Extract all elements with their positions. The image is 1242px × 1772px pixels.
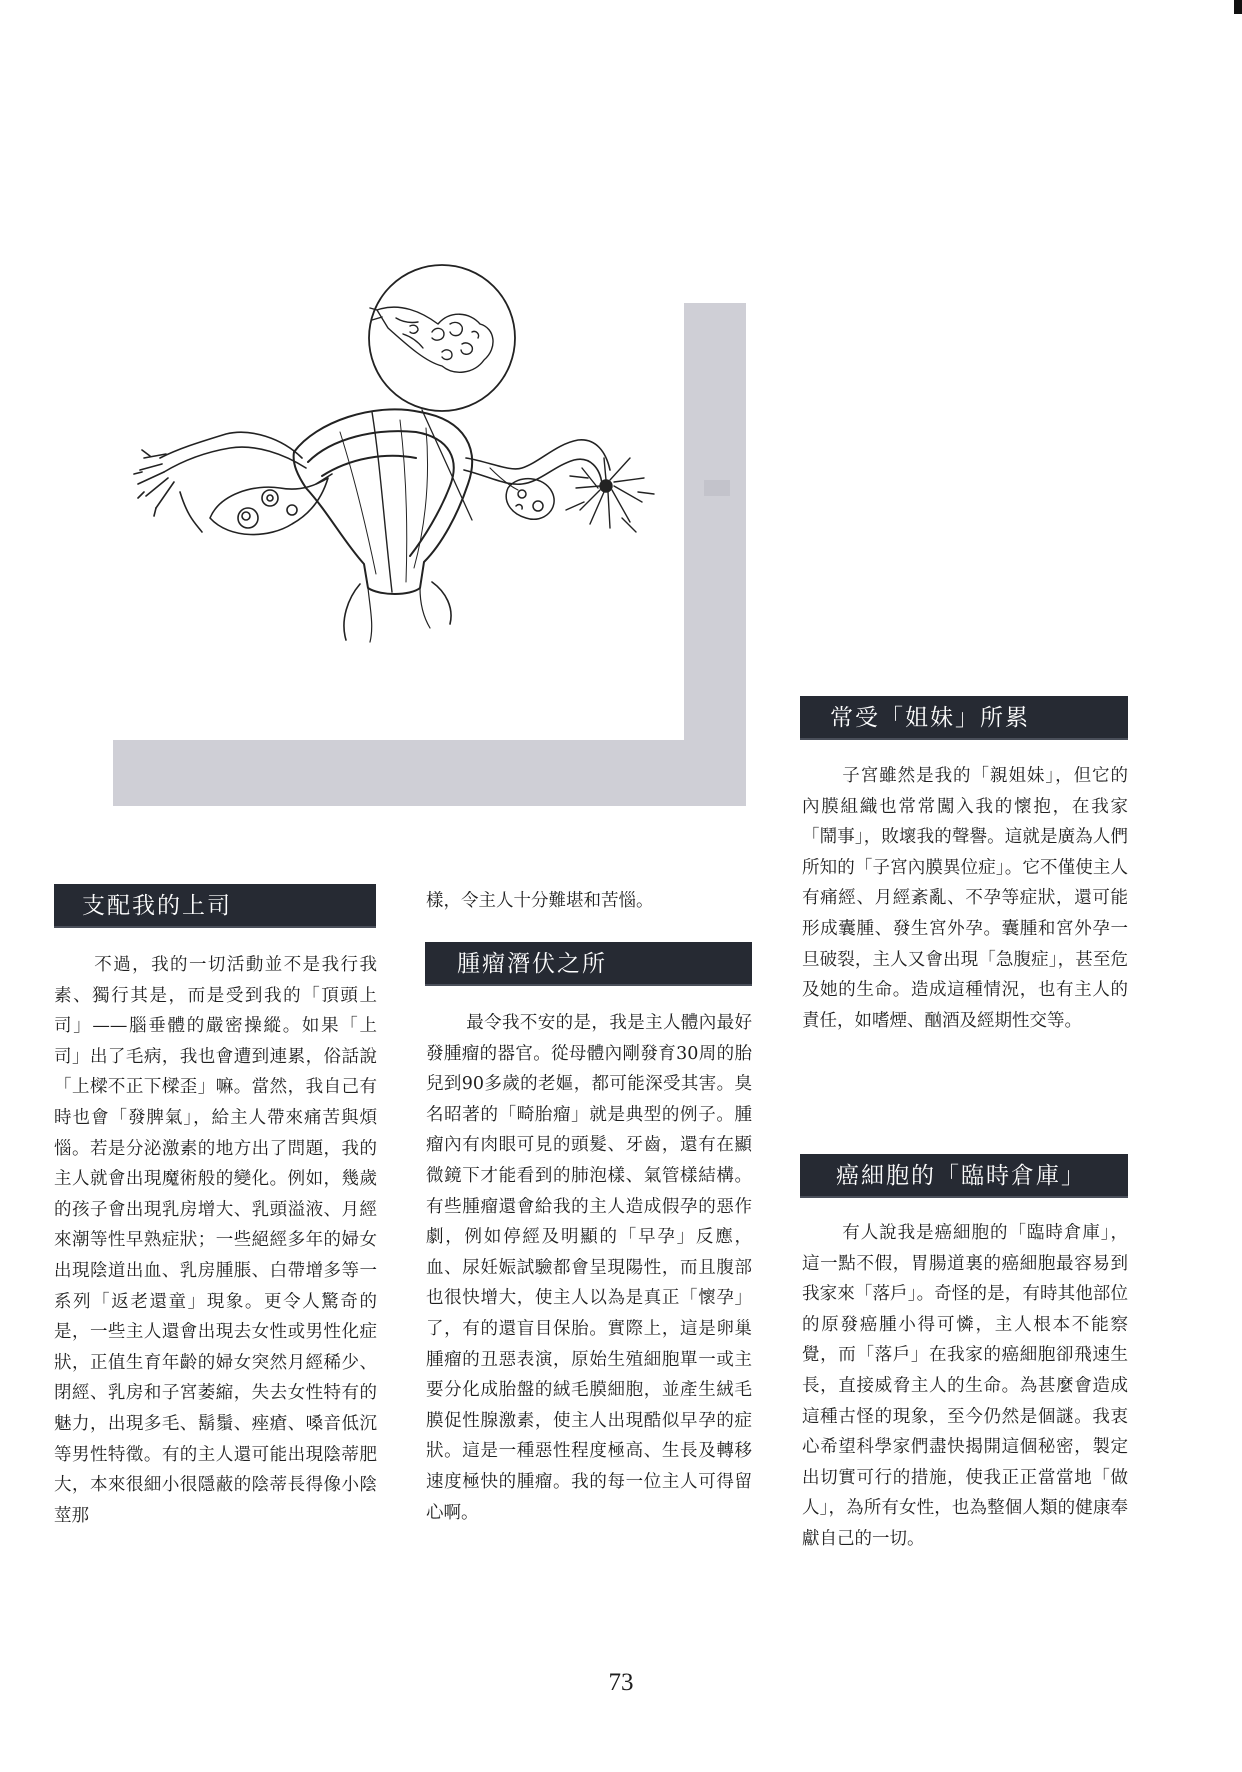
uterus-body (294, 409, 472, 642)
paragraph-sisters-body: 子宮雖然是我的「親姐妹」，但它的內膜組織也常常闖入我的懷抱，在我家「鬧事」，敗壞我的聲譽。這就是廣為人們所知的「子宮內膜異位症」。它不僅使主人有痛經、月經紊亂、不孕等症狀，還可能形成囊腫、發生宮外孕。囊腫和宮外孕一旦破裂，主人又會出現「急腹症」，甚至危及她的生命。造成這種情況，也有主人的責任，如嗜煙、酗酒及經期性交等。 (802, 766, 1128, 1031)
figure-backdrop-horizontal (113, 740, 746, 806)
scan-corner-mark (1234, 0, 1242, 14)
section-header-boss: 支配我的上司 (54, 884, 376, 928)
column-2-continuation (426, 886, 752, 917)
section-header-tumor: 腫瘤潛伏之所 (425, 942, 752, 986)
paragraph-boss-continued: 樣，令主人十分難堪和苦惱。 (426, 891, 654, 911)
ovary-detail (370, 307, 493, 372)
column-3-upper-text (802, 761, 1128, 1036)
paragraph-tumor-body: 最令我不安的是，我是主人體內最好發腫瘤的器官。從母體內剛發育30周的胎兒到90多歲的老嫗，都可能深受其害。臭名昭著的「畸胎瘤」就是典型的例子。腫瘤內有肉眼可見的頭髮、牙齒，還有在顯微鏡下才能看到的肺泡樣、氣管樣結構。有些腫瘤還會給我的主人造成假孕的惡作劇，例如停經及明顯的「早孕」反應，血、尿妊娠試驗都會呈現陽性，而且腹部也很快增大，使主人以為是真正「懷孕」了，有的還盲目保胎。實際上，這是卵巢腫瘤的丑惡表演，原始生殖細胞單一或主要分化成胎盤的絨毛膜細胞，並產生絨毛膜促性腺激素，使主人出現酷似早孕的症狀。這是一種惡性程度極高、生長及轉移速度極快的腫瘤。我的每一位主人可得留心啊。 (426, 1013, 752, 1523)
paragraph-boss-body: 不過，我的一切活動並不是我行我素、獨行其是，而是受到我的「頂頭上司」——腦垂體的嚴密操縱。如果「上司」出了毛病，我也會遭到連累，俗話說「上樑不正下樑歪」嘛。當然，我自己有時也會「發脾氣」，給主人帶來痛苦與煩惱。若是分泌激素的地方出了問題，我的主人就會出現魔術般的變化。例如，幾歲的孩子會出現乳房增大、乳頭溢液、月經來潮等性早熟症狀；一些絕經多年的婦女出現陰道出血、乳房腫脹、白帶增多等一系列「返老還童」現象。更令人驚奇的是，一些主人還會出現去女性或男性化症狀，正值生育年齡的婦女突然月經稀少、閉經、乳房和子宮萎縮，失去女性特有的魅力，出現多毛、鬍鬚、痤瘡、嗓音低沉等男性特徵。有的主人還可能出現陰蒂肥大，本來很細小很隱蔽的陰蒂長得像小陰莖那 (54, 955, 377, 1526)
right-fallopian-tube (464, 440, 610, 490)
section-header-cancer: 癌細胞的「臨時倉庫」 (800, 1154, 1128, 1198)
figure-backdrop-bleed (690, 330, 740, 710)
column-3-lower-text (802, 1218, 1128, 1555)
section-header-sisters: 常受「姐妹」所累 (800, 696, 1128, 740)
left-fallopian-tube (134, 432, 306, 532)
column-2-text (426, 1008, 752, 1528)
left-ovary (210, 474, 332, 535)
paragraph-cancer-body: 有人說我是癌細胞的「臨時倉庫」，這一點不假，胃腸道裏的癌細胞最容易到我家來「落戶」。奇怪的是，有時其他部位的原發癌腫小得可憐，主人根本不能察覺，而「落戶」在我家的癌細胞卻飛速生長，直接威脅主人的生命。為甚麼會造成這種古怪的現象，至今仍然是個謎。我衷心希望科學家們盡快揭開這個秘密，製定出切實可行的措施，使我正正當當地「做人」，為所有女性，也為整個人類的健康奉獻自己的一切。 (802, 1223, 1128, 1549)
column-1-text (54, 950, 377, 1531)
uterus-ovary-illustration (70, 262, 670, 712)
page-number: 73 (608, 1669, 634, 1696)
callout-line (422, 410, 472, 520)
